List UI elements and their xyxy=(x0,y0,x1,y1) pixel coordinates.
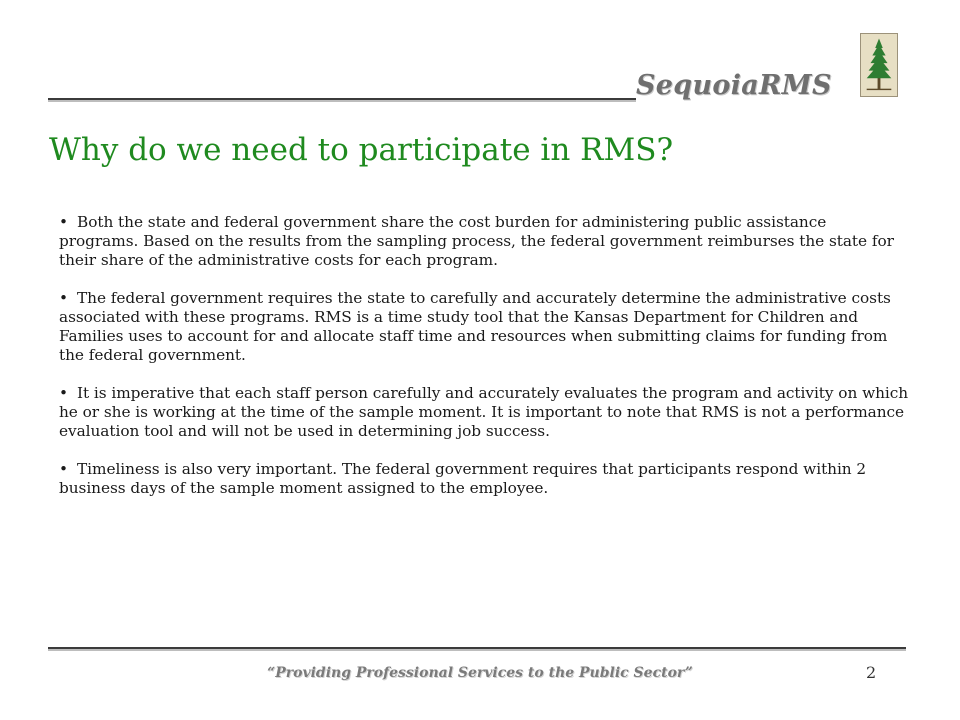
bullet-item xyxy=(59,213,909,270)
bullet-marker: • xyxy=(59,460,68,478)
bullet-text: Timeliness is also very important. The federal government requires that participants respond within 2 business days of the sample moment assigned to the employee. xyxy=(59,460,867,497)
bullet-text: It is imperative that each staff person carefully and accurately evaluates the program and activity on which he or she is working at the time of the sample moment. It is important to note that RMS is not a performance evaluation tool and will not be used in determining job success. xyxy=(59,384,909,440)
slide-title: Why do we need to participate in RMS? xyxy=(49,132,674,168)
bullet-marker: • xyxy=(59,384,68,402)
bullet-marker: • xyxy=(59,213,68,231)
page-number: 2 xyxy=(866,663,877,682)
footer-rule xyxy=(48,647,906,649)
sequoia-tree-icon xyxy=(860,33,898,97)
bullet-text: The federal government requires the state to carefully and accurately determine the administrative costs associated with these programs. RMS is a time study tool that the Kansas Department for Children and Families uses to account for and allocate staff time and resources when submitting claims for funding from the federal government. xyxy=(59,289,891,364)
bullet-marker: • xyxy=(59,289,68,307)
brand-name: SequoiaRMS xyxy=(636,70,832,101)
header-rule xyxy=(48,98,636,100)
footer-tagline: “Providing Professional Services to the Public Sector” xyxy=(267,665,693,681)
bullet-item xyxy=(59,460,909,498)
bullet-list xyxy=(59,213,909,517)
bullet-text: Both the state and federal government share the cost burden for administering public assistance programs. Based on the results from the sampling process, the federal government reimburses the state for their share of the administrative costs for each program. xyxy=(59,213,894,269)
bullet-item xyxy=(59,289,909,365)
bullet-item xyxy=(59,384,909,441)
